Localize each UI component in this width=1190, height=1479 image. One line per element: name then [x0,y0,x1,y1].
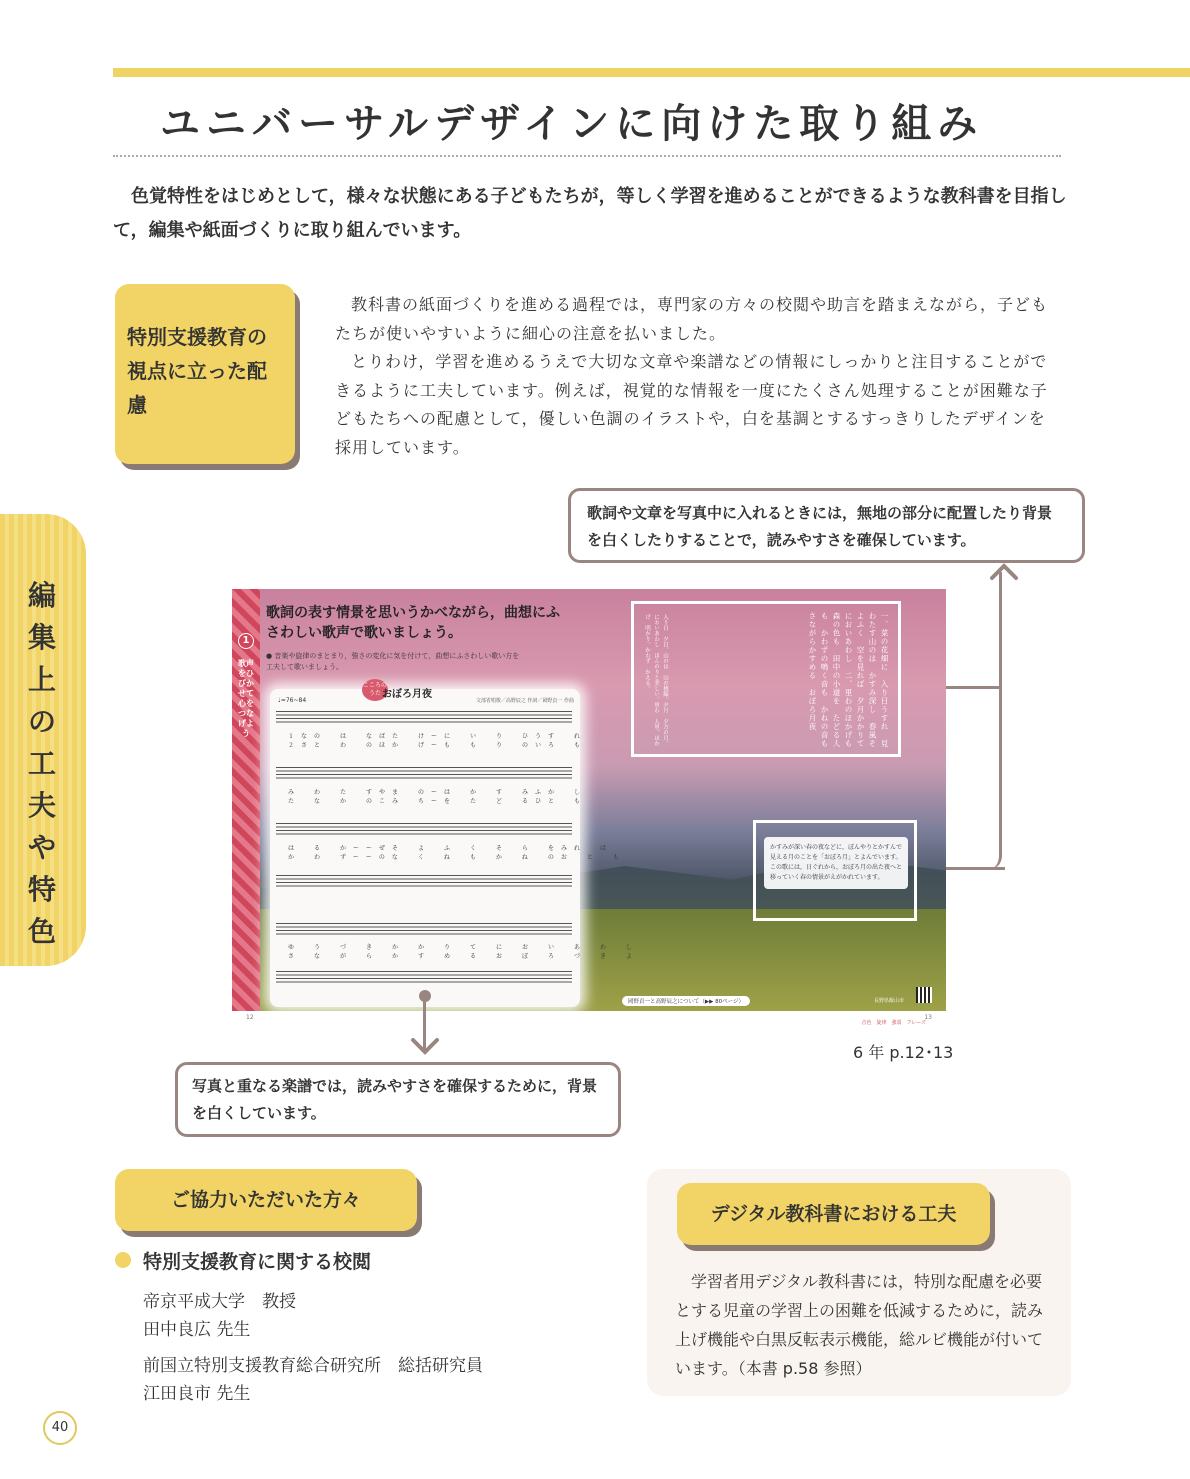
bullet-dot-icon [115,1252,131,1268]
callout-bottom-text: 写真と重なる楽譜では，読みやすさを確保するために，背景を白くしています。 [192,1077,598,1122]
oboro-note: かすみが深い春の夜などに，ぼんやりとかすんで見える月のことを「おぼろ月」とよんでいます。この歌には，日ぐれから，おぼろ月の出た夜へと移っていく春の情景がえがかれています。 [764,837,908,889]
callout-lyrics-placement [568,488,1085,563]
cooperation-heading: 特別支援教育に関する校閲 [143,1251,372,1273]
music-staff [276,711,572,725]
special-support-label: 特別支援教育の視点に立った配慮 [127,325,267,417]
score-card [270,682,640,1007]
callout-top-text: 歌詞や文章を写真中に入れるときには，無地の部分に配置したり背景を白くしたりすることで，読みやすさを確保しています。 [587,504,1053,549]
lyric-line: さ な が ら か す め る お ぼ ろ づ き よ [288,953,640,960]
digital-title-card [677,1183,990,1245]
spread-nav-labels: 音色 旋律 強弱 フレーズ [861,1020,926,1026]
callout-score-background [175,1062,621,1137]
score-tempo: ♩=76~84 [278,697,307,704]
cooperation-title-card [115,1169,417,1231]
arrow-up-icon [988,560,1020,582]
music-staff [276,923,572,937]
page-title: ユニバーサルデザインに向けた取り組み [160,101,984,147]
cooperation-line: 帝京平成大学 教授 [143,1292,296,1312]
lyric-line: み わ た すやま のーは か す みふか し [288,789,588,796]
cooperation-line: 田中良広 先生 [143,1320,251,1340]
title-accent-bar [113,68,1190,77]
spread-caption: 6 年 p.12･13 [853,1043,954,1062]
cooperation-title: ご協力いただいた方々 [170,1189,361,1211]
special-support-label-card [115,284,295,464]
page-number: 40 [43,1411,77,1445]
photo-credit: 長野県飯山市 [874,998,905,1004]
spread-heading: 歌詞の表す情景を思いうかべながら，曲想にふさわしい歌声で歌いましょう。 [266,605,560,641]
title-divider [113,155,1061,157]
spread-page-right: 13 [924,1014,932,1021]
body-paragraph-2: とりわけ，学習を進めるうえで大切な文章や楽譜などの情報にしっかりと注目することができるように工夫しています。例えば，視覚的な情報を一度にたくさん処理することが困難な子どもたちへの配慮として，優しい色調のイラストや，白を基調とするすっきりしたデザインを採用しています。 [335,352,1048,457]
lyric-line: た な か のこみ ちーを た ど るひと も [288,798,588,805]
connector-dot-score [419,990,431,1002]
cooperation-line: 前国立特別支援教育総合研究所 総括研究員 [143,1356,483,1376]
intro-paragraph: 色覚特性をはじめとして，様々な状態にある子どもたちが，等しく学習を進めることができるような教科書を目指して，編集や紙面づくりに取り組んでいます。 [113,186,1067,241]
note-highlight-box [753,820,917,921]
music-staff [276,823,572,837]
spread-subtext: ● 音楽や旋律のまとまり，強さの変化に気を付けて，曲想にふさわしい歌い方を工夫して歌いましょう。 [266,652,520,671]
score-credit: 文部省唱歌／高野辰之 作詞／岡野貞一 作曲 [475,698,574,704]
side-tab-label: 編集上の工夫や特色 [27,579,56,948]
lyric-line: か わ ずーーのな く ね も か ね のお と も [288,854,626,861]
digital-description: 学習者用デジタル教科書には，特別な配慮を必要とする児童の学習上の困難を低減するために，読み上げ機能や白黒反転表示機能，総ルビ機能が付いています。（本書 p.58 参照） [675,1272,1044,1378]
spread-page-left: 12 [246,1014,254,1021]
special-support-body [335,291,1055,462]
reference-pill: 岡野貞一と高野辰之について（▶▶ 80ページ） [622,996,750,1006]
kokoro-no-uta-badge: こころのうた [362,679,388,701]
lyric-line: は る かーーぜそ よ ふ く そ ら をみれ ば [288,845,614,852]
qr-code-icon [916,987,932,1003]
music-staff [276,875,572,889]
textbook-spread [232,589,946,1030]
poem-notes: 入り日 夕日。山のは 山の稜線。夕月 夕方の月。においあわし ほんのりと美しい。里わ 人里。ほかげ 明かり。かわず かえる。 [644,614,668,746]
cooperation-line: 江田良市 先生 [143,1384,251,1404]
music-staff [276,971,572,985]
score-title: おぼろ月夜 [382,689,432,700]
arrow-down-icon [409,1036,441,1058]
poem-highlight-box [631,601,901,757]
lyric-line: １なの は なばた けーに い り ひうす れ [288,733,588,740]
spread-unit-title: 歌声をひびかせて心をつなげよう [238,659,254,738]
body-paragraph-1: 教科書の紙面づくりを進める過程では，専門家の方々の校閲や助言を踏まえながら，子どもたちが使いやすいように細心の注意を払いました。 [335,295,1049,343]
music-staff [276,767,572,781]
poem-lyrics: 一、菜の花畑に 入り日うすれ 見わたす山のは かすみ深し 春風そよふく 空を見れば 夕月かかりて においあわし 二、里わのほかげも 森の色も 田中の小道を たどる人も かわずの鳴く音も かねの音も さながらかすめる おぼろ月夜 [808,612,889,757]
spread-footer [232,1011,946,1030]
digital-title: デジタル教科書における工夫 [710,1203,957,1225]
lyric-line: ゆ う づ き か か り て に お い あ わ し [288,944,640,951]
spread-edge-stripe [232,589,260,1030]
lyric-line: ２さと わ のほか げーも も り のいろ も [288,742,588,749]
lesson-number-badge: 1 [238,633,254,649]
